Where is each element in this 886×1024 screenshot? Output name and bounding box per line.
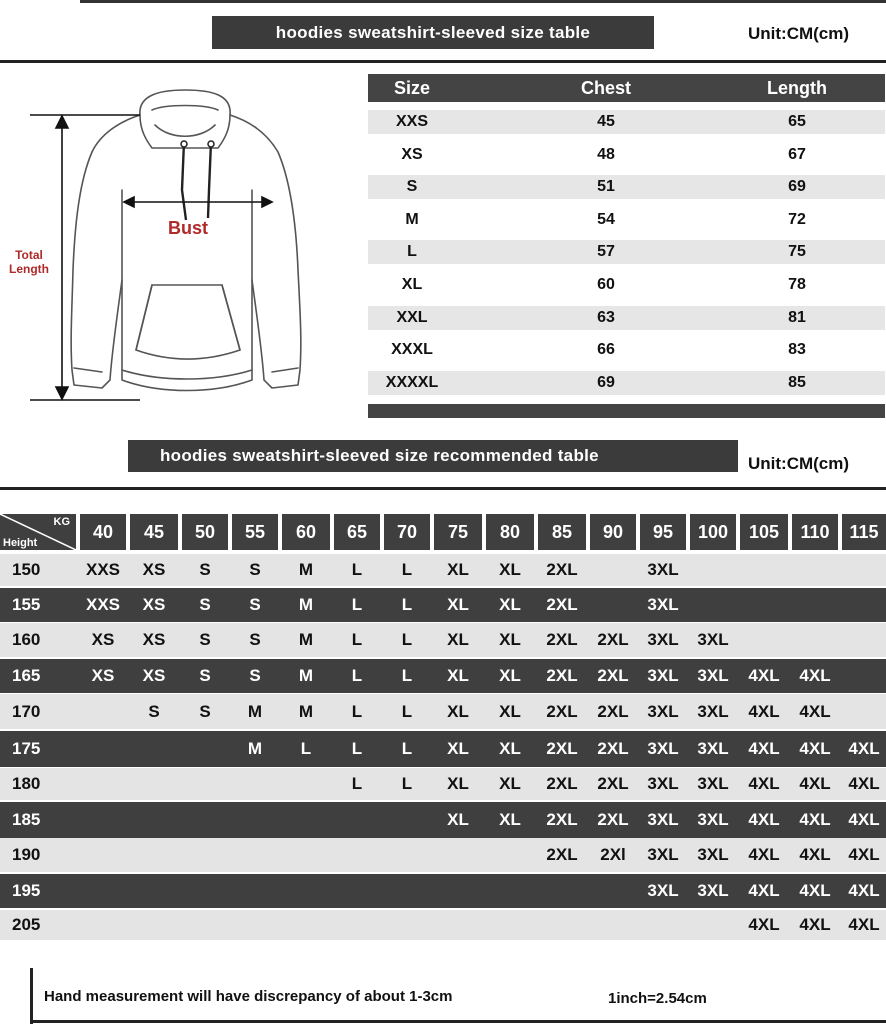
total-length-line2: Length [9, 262, 49, 276]
size-recommendation-cell [792, 588, 838, 622]
size-recommendation-cell: 4XL [748, 881, 780, 900]
size-recommendation-cell [130, 910, 178, 940]
size-cell: M [405, 210, 419, 228]
chest-cell: 66 [597, 341, 615, 359]
top-rule [80, 0, 886, 3]
recommend-table-title: hoodies sweatshirt-sleeved size recommended table [128, 440, 738, 472]
kg-header-cell: 50 [182, 514, 228, 550]
hoodie-diagram [0, 80, 350, 420]
size-recommendation-cell [590, 588, 636, 622]
height-cell: 150 [12, 560, 41, 579]
size-recommendation-cell: S [148, 701, 160, 721]
size-recommendation-cell: L [401, 774, 413, 793]
size-recommendation-cell [590, 554, 636, 586]
size-recommendation-cell: 4XL [848, 915, 880, 934]
kg-header-cell: 80 [486, 514, 534, 550]
size-recommendation-cell: 4XL [799, 701, 831, 721]
size-recommendation-cell: 2Xl [600, 845, 626, 864]
recommend-row [0, 554, 886, 586]
size-table-footer-bar [368, 404, 885, 418]
size-recommendation-cell: 4XL [848, 881, 880, 900]
size-recommendation-cell: M [298, 595, 314, 614]
height-cell: 165 [12, 666, 41, 685]
kg-header-cell: 60 [282, 514, 330, 550]
size-recommendation-cell: 3XL [647, 774, 679, 793]
chest-cell: 54 [597, 210, 615, 228]
size-recommendation-cell [740, 588, 788, 622]
size-recommendation-cell [130, 874, 178, 908]
length-cell: 85 [788, 373, 806, 391]
measurement-note: Hand measurement will have discrepancy of about 1-3cm [44, 988, 453, 1005]
recommend-row [0, 588, 886, 622]
size-recommendation-cell: 3XL [647, 701, 679, 721]
size-table-title: hoodies sweatshirt-sleeved size table [212, 16, 654, 49]
chest-cell: 60 [597, 276, 615, 293]
chest-cell: 69 [597, 373, 615, 391]
recommend-row [0, 838, 886, 872]
size-recommendation-cell: XL [499, 595, 521, 614]
recommend-row [0, 659, 886, 693]
size-recommendation-cell: XL [499, 666, 521, 685]
size-recommendation-cell: 4XL [799, 810, 831, 829]
size-recommendation-cell [80, 768, 126, 800]
size-recommendation-cell: M [298, 560, 314, 579]
kg-header-cell: 45 [130, 514, 178, 550]
size-recommendation-cell: L [401, 630, 413, 649]
size-recommendation-cell: M [298, 701, 314, 721]
size-recommendation-cell: 4XL [848, 810, 880, 829]
size-recommendation-cell [282, 874, 330, 908]
size-recommendation-cell [842, 623, 886, 657]
size-recommendation-cell [232, 768, 278, 800]
size-recommendation-cell [130, 768, 178, 800]
size-recommendation-cell: 4XL [799, 666, 831, 685]
size-table-row [368, 240, 885, 264]
header-chest: Chest [580, 77, 631, 98]
size-recommendation-cell: 3XL [647, 630, 679, 649]
height-cell: 155 [12, 595, 41, 614]
kg-header-cell: 105 [740, 514, 788, 550]
recommend-row [0, 768, 886, 800]
size-recommendation-cell: XL [499, 739, 521, 758]
footer-bracket-bottom [30, 1020, 886, 1023]
length-cell: 83 [788, 341, 806, 359]
height-cell: 160 [12, 630, 41, 649]
size-recommendation-cell: S [249, 666, 261, 685]
size-recommendation-cell [590, 874, 636, 908]
size-cell: XL [401, 276, 423, 293]
size-recommendation-cell: 2XL [597, 774, 629, 793]
size-recommendation-cell: 4XL [848, 774, 880, 793]
size-recommendation-cell: L [351, 701, 363, 721]
size-recommendation-cell: 4XL [748, 701, 780, 721]
size-recommendation-cell: XS [142, 595, 166, 614]
size-recommendation-cell [182, 838, 228, 872]
size-recommendation-cell [282, 768, 330, 800]
size-table-row [368, 273, 885, 297]
size-table-row [368, 175, 885, 199]
size-recommendation-cell: 3XL [647, 739, 679, 758]
total-length-label [2, 248, 56, 276]
footer-bracket-left [30, 968, 33, 1024]
size-recommendation-cell: M [298, 630, 314, 649]
size-recommendation-cell: 4XL [748, 774, 780, 793]
size-recommendation-cell: 4XL [848, 845, 880, 864]
size-recommendation-cell: 4XL [748, 666, 780, 685]
size-recommendation-cell: S [199, 595, 211, 614]
height-cell: 170 [12, 701, 41, 721]
kg-header-cell: 85 [538, 514, 586, 550]
size-recommendation-cell: L [401, 595, 413, 614]
size-recommendation-cell: 2XL [546, 774, 578, 793]
size-recommendation-cell: L [351, 630, 363, 649]
size-recommendation-cell [182, 874, 228, 908]
size-recommendation-cell: 2XL [597, 630, 629, 649]
size-recommendation-cell [740, 623, 788, 657]
size-recommendation-cell: 4XL [748, 810, 780, 829]
height-cell: 190 [12, 845, 41, 864]
size-recommendation-cell: 2XL [546, 701, 578, 721]
size-recommendation-cell: 3XL [647, 810, 679, 829]
kg-header-cell: 110 [792, 514, 838, 550]
size-table [368, 74, 885, 419]
size-recommendation-cell [842, 554, 886, 586]
size-recommendation-cell [434, 838, 482, 872]
size-table-row [368, 371, 885, 395]
size-recommendation-cell: L [351, 595, 363, 614]
length-cell: 69 [788, 178, 806, 196]
size-recommendation-cell: 3XL [697, 666, 729, 685]
size-cell: XXXXL [385, 373, 439, 391]
size-recommendation-cell: 4XL [799, 774, 831, 793]
size-table-row [368, 110, 885, 134]
chest-cell: 57 [597, 243, 615, 261]
size-cell: L [407, 243, 417, 261]
size-recommendation-cell: 4XL [799, 739, 831, 758]
size-recommendation-cell: XS [91, 666, 115, 685]
size-table-row [368, 143, 885, 167]
size-table-row [368, 208, 885, 232]
size-recommendation-cell [80, 802, 126, 838]
size-recommendation-cell: 4XL [799, 881, 831, 900]
size-recommendation-cell [232, 910, 278, 940]
size-recommendation-cell: 3XL [697, 881, 729, 900]
size-recommendation-cell: XL [499, 560, 521, 579]
kg-header-cell: 70 [384, 514, 430, 550]
size-recommendation-cell [232, 874, 278, 908]
size-recommendation-cell: S [249, 630, 261, 649]
recommend-table-unit: Unit:CM(cm) [748, 454, 850, 473]
size-recommendation-cell: XS [142, 560, 166, 579]
size-recommendation-cell [384, 838, 430, 872]
size-cell: XXS [395, 113, 428, 130]
size-recommendation-cell [334, 874, 380, 908]
size-recommendation-cell: M [247, 739, 263, 758]
size-recommendation-cell: S [249, 595, 261, 614]
recommend-row [0, 694, 886, 729]
size-recommendation-cell [182, 910, 228, 940]
recommend-row [0, 623, 886, 657]
length-cell: 81 [788, 308, 806, 326]
size-recommendation-cell: 2XL [546, 666, 578, 685]
size-recommendation-cell: L [351, 739, 363, 758]
corner-cell [0, 514, 76, 550]
header-length: Length [767, 77, 827, 98]
size-recommendation-cell: XL [447, 666, 469, 685]
size-recommendation-cell [282, 838, 330, 872]
size-recommendation-cell: S [199, 560, 211, 579]
corner-height-label: Height [3, 537, 38, 549]
size-recommendation-cell: L [401, 701, 413, 721]
size-recommendation-cell: XS [91, 630, 115, 649]
size-recommendation-cell: 4XL [748, 915, 780, 934]
size-recommendation-cell [130, 731, 178, 767]
size-recommendation-cell: S [199, 701, 211, 721]
size-recommendation-cell [282, 802, 330, 838]
size-recommendation-cell [384, 874, 430, 908]
size-cell: XXL [396, 308, 428, 326]
size-recommendation-cell [130, 838, 178, 872]
size-recommendation-cell [80, 874, 126, 908]
size-recommendation-cell: XL [447, 739, 469, 758]
size-recommendation-cell: 2XL [546, 845, 578, 864]
size-recommendation-cell: S [199, 666, 211, 685]
size-recommendation-cell [690, 554, 736, 586]
size-recommendation-cell [690, 588, 736, 622]
size-recommendation-cell: L [401, 666, 413, 685]
size-recommendation-cell [334, 910, 380, 940]
size-recommendation-cell: 3XL [647, 666, 679, 685]
size-recommendation-cell: XL [447, 701, 469, 721]
section-divider-2 [0, 487, 886, 490]
size-recommendation-cell [486, 838, 534, 872]
size-recommendation-cell: L [300, 739, 312, 758]
length-cell: 65 [788, 113, 806, 130]
size-recommendation-cell: 4XL [748, 845, 780, 864]
size-recommendation-cell: 2XL [597, 701, 629, 721]
height-cell: 195 [12, 881, 41, 900]
size-recommendation-cell: 3XL [697, 845, 729, 864]
size-recommendation-cell: XXS [85, 595, 121, 614]
size-recommendation-cell [182, 731, 228, 767]
kg-header-cell: 100 [690, 514, 736, 550]
recommend-row [0, 802, 886, 838]
size-recommendation-cell [384, 802, 430, 838]
size-recommendation-cell [792, 554, 838, 586]
size-recommendation-cell [486, 874, 534, 908]
size-recommendation-cell: XL [447, 630, 469, 649]
size-recommendation-cell [740, 554, 788, 586]
size-recommendation-cell [130, 802, 178, 838]
size-recommendation-cell: 2XL [546, 739, 578, 758]
size-recommendation-cell: XS [142, 666, 166, 685]
size-recommendation-cell: 2XL [597, 666, 629, 685]
length-cell: 67 [788, 145, 806, 163]
chest-cell: 48 [597, 145, 615, 163]
size-recommendation-cell: XL [447, 560, 469, 579]
size-table-row [368, 306, 885, 330]
size-recommendation-cell: S [199, 630, 211, 649]
header-size: Size [393, 77, 431, 98]
size-recommendation-cell: 3XL [697, 701, 729, 721]
size-cell: XS [401, 145, 423, 163]
kg-header-cell: 55 [232, 514, 278, 550]
size-recommendation-cell [232, 838, 278, 872]
size-recommendation-cell: 2XL [597, 739, 629, 758]
size-recommendation-cell [690, 910, 736, 940]
total-length-line1: Total [15, 248, 43, 262]
size-recommendation-cell [182, 768, 228, 800]
size-table-row [368, 338, 885, 362]
size-recommendation-cell [80, 838, 126, 872]
kg-header-cell: 40 [80, 514, 126, 550]
size-recommendation-cell: M [247, 701, 263, 721]
size-recommendation-cell: XL [499, 774, 521, 793]
size-recommendation-cell [282, 910, 330, 940]
kg-header-cell: 75 [434, 514, 482, 550]
size-recommendation-cell [538, 874, 586, 908]
size-recommendation-cell: 4XL [799, 845, 831, 864]
chest-cell: 51 [597, 178, 615, 196]
length-cell: 72 [788, 210, 806, 228]
size-recommendation-cell: 4XL [799, 915, 831, 934]
size-cell: S [406, 178, 418, 196]
size-recommendation-cell: 3XL [697, 810, 729, 829]
size-recommendation-cell: 4XL [748, 739, 780, 758]
size-recommendation-cell: 2XL [546, 560, 578, 579]
size-recommendation-cell [434, 874, 482, 908]
size-recommendation-cell: XS [142, 630, 166, 649]
size-recommendation-cell [842, 588, 886, 622]
size-recommendation-cell: XL [447, 774, 469, 793]
recommend-row [0, 731, 886, 767]
size-recommendation-cell: 3XL [697, 774, 729, 793]
size-recommendation-cell: XL [499, 630, 521, 649]
size-recommendation-cell [334, 802, 380, 838]
size-recommendation-cell [486, 910, 534, 940]
chest-cell: 63 [597, 308, 615, 326]
kg-header-cell: 65 [334, 514, 380, 550]
size-recommendation-cell [792, 623, 838, 657]
length-cell: 78 [788, 276, 806, 293]
corner-kg-label: KG [53, 516, 70, 528]
size-recommendation-cell: 2XL [546, 810, 578, 829]
size-recommendation-cell: L [401, 739, 413, 758]
kg-header-cell: 95 [640, 514, 686, 550]
size-recommendation-cell: 3XL [697, 630, 729, 649]
size-cell: XXXL [391, 341, 433, 359]
recommend-table [0, 512, 886, 942]
size-recommendation-cell [842, 659, 886, 693]
size-recommendation-cell: L [351, 666, 363, 685]
size-recommendation-cell: L [351, 560, 363, 579]
size-table-header [368, 74, 885, 102]
size-recommendation-cell: XL [499, 701, 521, 721]
size-recommendation-cell [80, 694, 126, 729]
kg-header-cell: 115 [842, 514, 886, 550]
size-recommendation-cell: XL [447, 595, 469, 614]
inch-conversion: 1inch=2.54cm [608, 990, 707, 1007]
chest-cell: 45 [597, 113, 615, 130]
section-divider-1 [0, 60, 886, 63]
size-table-unit: Unit:CM(cm) [748, 24, 850, 43]
size-recommendation-cell [334, 838, 380, 872]
size-recommendation-cell [232, 802, 278, 838]
size-recommendation-cell [640, 910, 686, 940]
size-recommendation-cell [590, 910, 636, 940]
recommend-row [0, 910, 886, 940]
size-recommendation-cell: XL [447, 810, 469, 829]
size-recommendation-cell: XXS [85, 560, 121, 579]
size-recommendation-cell: S [249, 560, 261, 579]
size-recommendation-cell: M [298, 666, 314, 685]
recommend-row [0, 874, 886, 908]
size-recommendation-cell: 3XL [647, 560, 679, 579]
size-recommendation-cell [538, 910, 586, 940]
size-recommendation-cell: 3XL [697, 739, 729, 758]
size-recommendation-cell: 2XL [546, 595, 578, 614]
size-recommendation-cell [842, 694, 886, 729]
size-recommendation-cell: 2XL [546, 630, 578, 649]
height-cell: 205 [12, 915, 41, 934]
size-recommendation-cell [80, 910, 126, 940]
size-recommendation-cell: 3XL [647, 595, 679, 614]
size-recommendation-cell: L [351, 774, 363, 793]
bust-label: Bust [168, 218, 208, 238]
height-cell: 180 [12, 774, 41, 793]
size-recommendation-cell: 4XL [848, 739, 880, 758]
size-recommendation-cell [384, 910, 430, 940]
size-recommendation-cell [80, 731, 126, 767]
kg-header-cell: 90 [590, 514, 636, 550]
size-recommendation-cell: XL [499, 810, 521, 829]
size-recommendation-cell: 3XL [647, 845, 679, 864]
size-recommendation-cell [434, 910, 482, 940]
height-cell: 175 [12, 739, 41, 758]
size-recommendation-cell: 2XL [597, 810, 629, 829]
size-recommendation-cell: 3XL [647, 881, 679, 900]
length-cell: 75 [788, 243, 806, 261]
size-recommendation-cell [182, 802, 228, 838]
height-cell: 185 [12, 810, 41, 829]
size-recommendation-cell: L [401, 560, 413, 579]
